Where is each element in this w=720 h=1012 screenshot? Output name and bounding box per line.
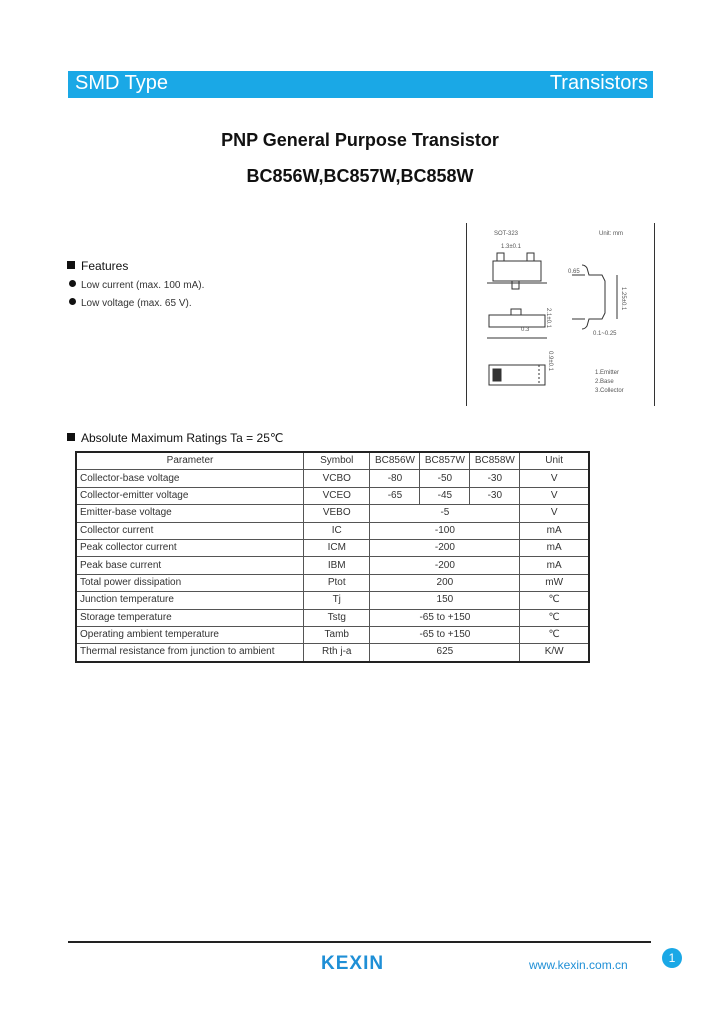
value-cell: 200: [370, 574, 520, 591]
table-row: [76, 522, 589, 539]
value-cell: -65: [370, 487, 420, 504]
package-outline-diagram: [467, 223, 654, 406]
svg-text:0.1~0.25: 0.1~0.25: [593, 331, 617, 337]
svg-text:2.1±0.1: 2.1±0.1: [545, 308, 551, 328]
symbol-cell: VCBO: [304, 470, 370, 487]
unit-cell: V: [520, 470, 589, 487]
svg-text:1.Emitter: 1.Emitter: [595, 370, 620, 376]
unit-cell: V: [520, 487, 589, 504]
unit-cell: V: [520, 505, 589, 522]
table-row: [76, 626, 589, 643]
param-cell: Collector-base voltage: [76, 470, 304, 487]
website-link[interactable]: www.kexin.com.cn: [529, 958, 628, 972]
param-cell: Collector-emitter voltage: [76, 487, 304, 504]
param-cell: Total power dissipation: [76, 574, 304, 591]
value-cell: -30: [470, 470, 520, 487]
package-name: SOT-323: [494, 231, 519, 237]
table-row: [76, 505, 589, 522]
unit-label: Unit: mm: [599, 231, 623, 237]
svg-text:1.3±0.1: 1.3±0.1: [501, 244, 521, 250]
svg-text:0.65: 0.65: [568, 269, 580, 275]
symbol-cell: IC: [304, 522, 370, 539]
symbol-cell: IBM: [304, 557, 370, 574]
svg-text:1.25±0.1: 1.25±0.1: [620, 287, 626, 311]
value-cell: -30: [470, 487, 520, 504]
unit-cell: ℃: [520, 626, 589, 643]
package-drawing: [466, 223, 655, 406]
col-header: Symbol: [304, 452, 370, 470]
table-row: [76, 644, 589, 662]
value-cell: -200: [370, 557, 520, 574]
document-title: PNP General Purpose Transistor: [221, 130, 499, 150]
kexin-logo: KEXIN: [321, 953, 385, 974]
value-cell: -45: [420, 487, 470, 504]
table-row: [76, 539, 589, 556]
symbol-cell: Tamb: [304, 626, 370, 643]
unit-cell: mW: [520, 574, 589, 591]
ratings-table: [75, 451, 590, 663]
symbol-cell: Rth j-a: [304, 644, 370, 662]
value-cell: -100: [370, 522, 520, 539]
col-header: BC858W: [470, 452, 520, 470]
unit-cell: ℃: [520, 592, 589, 609]
param-cell: Junction temperature: [76, 592, 304, 609]
value-cell: -65 to +150: [370, 626, 520, 643]
value-cell: -5: [370, 505, 520, 522]
header-banner: [68, 71, 653, 98]
param-cell: Peak collector current: [76, 539, 304, 556]
svg-text:3.Collector: 3.Collector: [595, 388, 624, 394]
round-bullet-icon: [69, 280, 76, 287]
value-cell: -200: [370, 539, 520, 556]
param-cell: Thermal resistance from junction to ambient: [76, 644, 304, 662]
square-bullet-icon: [67, 433, 75, 441]
value-cell: -65 to +150: [370, 609, 520, 626]
unit-cell: mA: [520, 557, 589, 574]
part-numbers: BC856W,BC857W,BC858W: [246, 166, 474, 186]
col-header: Parameter: [76, 452, 304, 470]
square-bullet-icon: [67, 261, 75, 269]
svg-text:0.9±0.1: 0.9±0.1: [547, 351, 553, 371]
col-header: BC856W: [370, 452, 420, 470]
symbol-cell: ICM: [304, 539, 370, 556]
param-cell: Emitter-base voltage: [76, 505, 304, 522]
table-row: [76, 470, 589, 487]
feature-item: Low voltage (max. 65 V).: [69, 298, 192, 309]
param-cell: Operating ambient temperature: [76, 626, 304, 643]
unit-cell: K/W: [520, 644, 589, 662]
col-header: BC857W: [420, 452, 470, 470]
col-header: Unit: [520, 452, 589, 470]
header-product-type: Transistors: [549, 72, 648, 94]
ratings-heading: Absolute Maximum Ratings Ta = 25℃: [67, 431, 283, 445]
param-cell: Storage temperature: [76, 609, 304, 626]
symbol-cell: VCEO: [304, 487, 370, 504]
svg-text:2.Base: 2.Base: [595, 379, 614, 385]
value-cell: 150: [370, 592, 520, 609]
svg-text:0.3: 0.3: [521, 327, 530, 333]
unit-cell: mA: [520, 522, 589, 539]
unit-cell: ℃: [520, 609, 589, 626]
page-number: 1: [662, 948, 682, 968]
param-cell: Collector current: [76, 522, 304, 539]
table-row: [76, 609, 589, 626]
round-bullet-icon: [69, 298, 76, 305]
param-cell: Peak base current: [76, 557, 304, 574]
table-header-row: [76, 452, 589, 470]
value-cell: 625: [370, 644, 520, 662]
features-heading: Features: [67, 259, 128, 273]
feature-item: Low current (max. 100 mA).: [69, 280, 204, 291]
footer-divider: [68, 941, 651, 943]
header-category: SMD Type: [75, 72, 168, 94]
unit-cell: mA: [520, 539, 589, 556]
value-cell: -50: [420, 470, 470, 487]
table-row: [76, 574, 589, 591]
symbol-cell: VEBO: [304, 505, 370, 522]
value-cell: -80: [370, 470, 420, 487]
table-row: [76, 592, 589, 609]
symbol-cell: Tj: [304, 592, 370, 609]
table-row: [76, 557, 589, 574]
table-row: [76, 487, 589, 504]
symbol-cell: Tstg: [304, 609, 370, 626]
symbol-cell: Ptot: [304, 574, 370, 591]
